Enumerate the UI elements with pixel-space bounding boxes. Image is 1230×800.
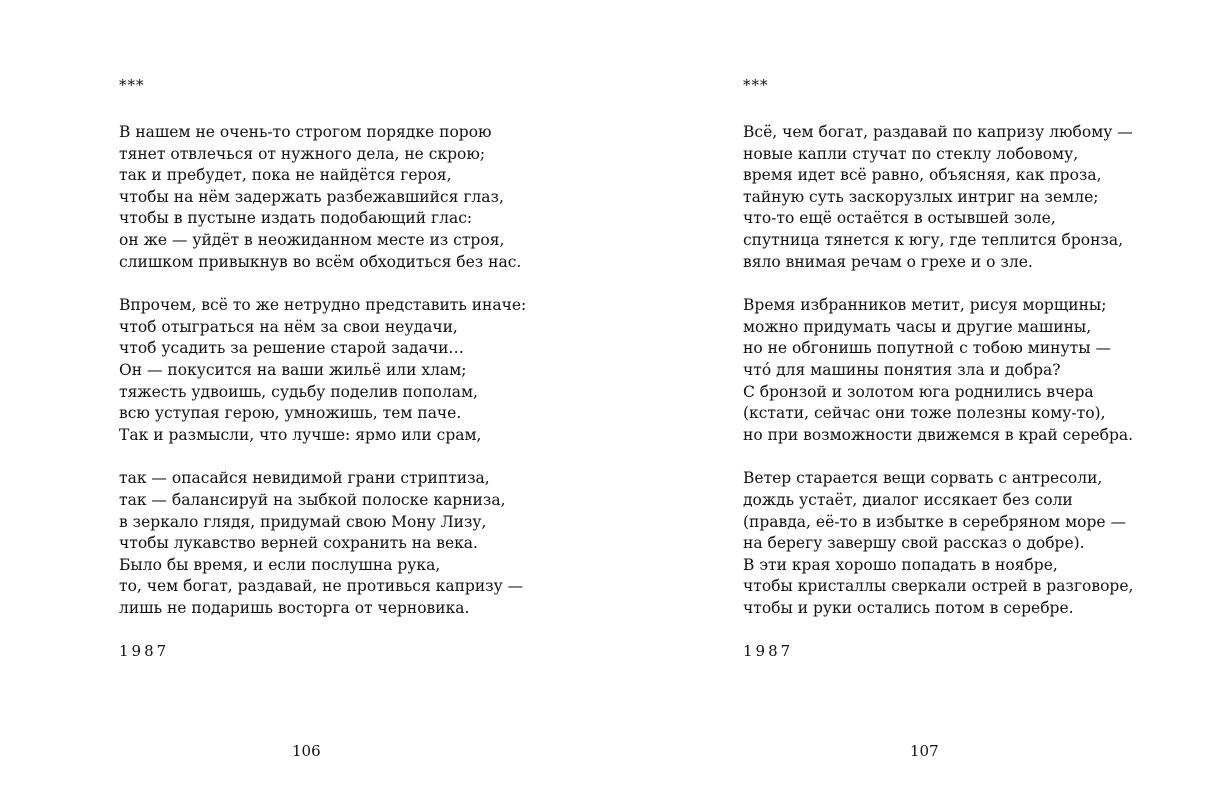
stanza	[119, 295, 526, 446]
poem-line: что-то ещё остаётся в остывшей золе,	[743, 209, 1056, 228]
poem-line: Впрочем, всё то же нетрудно представить иначе:	[119, 296, 527, 315]
page-number: 106	[292, 742, 321, 760]
poem-line: дождь устаёт, диалог иссякает без соли	[743, 490, 1073, 509]
poem-line: Всё, чем богат, раздавай по капризу любому —	[743, 123, 1133, 141]
poem-line: время идет всё равно, объясняя, как проза,	[743, 166, 1102, 185]
poem-line: но при возможности движемся в край серебра.	[743, 425, 1134, 444]
poem-line: В нашем не очень-то строгом порядке порою	[119, 123, 492, 141]
poem-line: что́ для машины понятия зла и добра?	[743, 360, 1061, 379]
poem-line: всю уступая герою, умножишь, тем паче.	[119, 404, 462, 423]
poem-line: Время избранников метит, рисуя морщины;	[743, 296, 1107, 315]
poem-line: чтобы лукавство верней сохранить на века.	[119, 534, 478, 553]
poem-separator: ***	[743, 76, 769, 94]
poem-line: можно придумать часы и другие машины,	[743, 317, 1092, 336]
poem-right	[743, 76, 1133, 661]
stanza	[119, 122, 526, 273]
poem-line: так — опасайся невидимой грани стриптиза,	[119, 469, 490, 488]
poem-line: тяжесть удвоишь, судьбу поделив пополам,	[119, 382, 478, 401]
poem-left	[119, 76, 526, 661]
poem-line: (правда, её-то в избытке в серебряном море —	[743, 512, 1126, 531]
poem-line: новые капли стучат по стеклу лобовому,	[743, 144, 1079, 163]
stanza	[119, 468, 526, 619]
poem-line: тянет отвлечься от нужного дела, не скрою;	[119, 144, 486, 163]
poem-line: на берегу завершу свой рассказ о добре).	[743, 534, 1085, 553]
poem-year: 1987	[119, 642, 170, 661]
poem-line: Было бы время, и если послушна рука,	[119, 555, 441, 574]
poem-separator: ***	[119, 76, 145, 94]
poem-line: спутница тянется к югу, где теплится бронза,	[743, 230, 1124, 249]
poem-line: (кстати, сейчас они тоже полезны кому-то),	[743, 404, 1106, 423]
poem-line: слишком привыкнув во всём обходиться без нас.	[119, 252, 522, 271]
poem-line: С бронзой и золотом юга роднились вчера	[743, 382, 1094, 401]
poem-line: так — балансируй на зыбкой полоске карниза,	[119, 490, 506, 509]
poem-line: чтобы и руки остались потом в серебре.	[743, 598, 1074, 617]
poem-line: чтоб отыграться на нём за свои неудачи,	[119, 317, 458, 336]
poem-year: 1987	[743, 642, 794, 661]
poem-line: чтобы кристаллы сверкали острей в разговоре,	[743, 577, 1134, 596]
right-page	[615, 0, 1230, 800]
poem-line: Ветер старается вещи сорвать с антресоли,	[743, 469, 1103, 488]
stanza	[743, 468, 1133, 619]
poem-line: в зеркало глядя, придумай свою Мону Лизу,	[119, 512, 487, 531]
poem-line: лишь не подаришь восторга от черновика.	[119, 598, 470, 617]
poem-line: то, чем богат, раздавай, не противься капризу —	[119, 577, 524, 596]
poem-line: чтоб усадить за решение старой задачи…	[119, 339, 464, 358]
poem-line: так и пребудет, пока не найдётся героя,	[119, 166, 452, 185]
poem-line: вяло внимая речам о грехе и о зле.	[743, 252, 1033, 271]
poem-line: но не обгонишь попутной с тобою минуты —	[743, 339, 1111, 358]
page-number: 107	[910, 742, 939, 760]
stanza	[743, 295, 1133, 446]
poem-line: В эти края хорошо попадать в ноябре,	[743, 555, 1058, 574]
poem-line: тайную суть заскорузлых интриг на земле;	[743, 187, 1099, 206]
poem-line: Так и размысли, что лучше: ярмо или срам,	[119, 425, 482, 444]
poem-line: чтобы в пустыне издать подобающий глас:	[119, 209, 473, 228]
poem-line: чтобы на нём задержать разбежавшийся глаз,	[119, 187, 504, 206]
stanza	[743, 122, 1133, 273]
poem-line: он же — уйдёт в неожиданном месте из строя,	[119, 230, 505, 249]
poem-line: Он — покусится на ваши жильё или хлам;	[119, 360, 467, 379]
